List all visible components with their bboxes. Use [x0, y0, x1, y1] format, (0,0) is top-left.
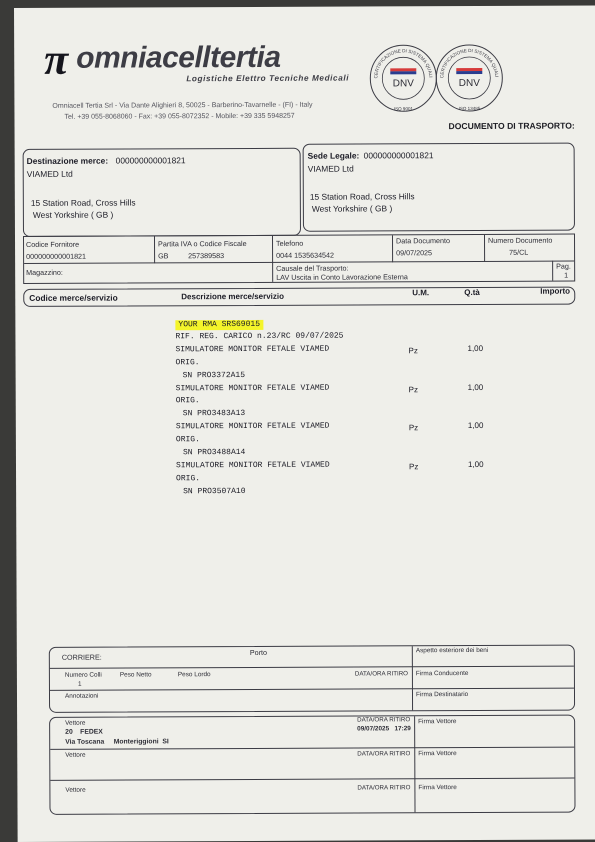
phone-value: 0044 1535634542	[276, 250, 335, 260]
carrier3-signature-label: Firma Vettore	[418, 784, 457, 792]
company-contacts: Tel. +39 055-8068060 - Fax: +39 055-8072352 - Mobile: +39 335 5948257	[64, 112, 295, 121]
col-description: Descrizione merce/servizio	[181, 291, 284, 302]
supplier-code-label: Codice Fornitore	[26, 239, 80, 249]
warehouse-label: Magazzino:	[26, 267, 63, 277]
destination-name: VIAMED Ltd	[26, 168, 73, 179]
seal-standard: ISO 9001	[393, 106, 413, 112]
item-line-description: RIF. REG. CARICO n.23/RC 09/07/2025	[175, 331, 344, 342]
carrier1-name: FEDEX	[80, 728, 103, 736]
item-line-qty: 1,00	[467, 459, 484, 470]
item-line-um: Pz	[408, 423, 419, 433]
seal-brand: DNV	[392, 78, 414, 90]
carrier3-pickup-label: DATA/ORA RITIRO	[357, 784, 411, 792]
item-line-description: SN PRO3488A14	[182, 447, 246, 458]
recipient-signature-label: Firma Destinatario	[415, 691, 469, 699]
carrier2-pickup-label: DATA/ORA RITIRO	[357, 750, 411, 758]
item-line-description: ORIG.	[175, 358, 200, 368]
item-line-description: ORIG.	[175, 435, 200, 445]
seal-brand: DNV	[458, 77, 480, 90]
document-date-label: Data Documento	[395, 236, 450, 246]
net-weight-label: Peso Netto	[119, 671, 152, 679]
item-line-qty: 1,00	[467, 382, 484, 393]
item-line-qty: 1,00	[467, 420, 484, 431]
item-line-um: Pz	[408, 385, 419, 395]
carrier2-label: Vettore	[65, 751, 86, 759]
carrier1-signature-label: Firma Vettore	[418, 718, 457, 726]
seal-ring-text: CERTIFICAZIONE DI SISTEMA QUALITA'	[373, 48, 434, 79]
legal-name: VIAMED Ltd	[307, 163, 354, 174]
packages-label: Numero Colli	[64, 671, 102, 679]
carrier1-address: Via Toscana Monteriggioni SI	[65, 738, 169, 746]
item-line-qty: 1,00	[467, 343, 484, 354]
carrier3-label: Vettore	[65, 786, 86, 794]
company-logo-text: omniacelltertia	[76, 40, 281, 75]
destination-code: 000000000001821	[115, 155, 186, 166]
appearance-label: Aspetto esteriore dei beni	[415, 646, 489, 655]
item-line-description: SIMULATORE MONITOR FETALE VIAMED	[175, 383, 330, 394]
item-line-um: Pz	[408, 346, 418, 356]
page-number: 1	[564, 270, 569, 280]
item-line-description: SIMULATORE MONITOR FETALE VIAMED	[175, 460, 330, 471]
carrier1-label: Vettore	[65, 719, 86, 727]
carrier-label: CORRIERE:	[61, 652, 102, 662]
destination-region: West Yorkshire ( GB )	[32, 209, 114, 220]
notes-label: Annotazioni	[64, 692, 99, 700]
document-number: 75/CL	[509, 247, 529, 257]
gross-weight-label: Peso Lordo	[177, 671, 211, 679]
carrier1-code: 20	[65, 728, 73, 736]
carriers-box	[49, 715, 575, 815]
legal-region: West Yorkshire ( GB )	[311, 203, 393, 214]
packages-count: 1	[77, 680, 82, 688]
legal-label: Sede Legale:	[307, 150, 360, 161]
item-line-description: SIMULATORE MONITOR FETALE VIAMED	[175, 344, 330, 355]
carrier2-signature-label: Firma Vettore	[418, 750, 457, 758]
document-title: DOCUMENTO DI TRASPORTO:	[448, 120, 575, 132]
item-line-description: SN PRO3372A15	[182, 370, 246, 381]
company-address: Omniacell Tertia Srl - Via Dante Alighieri 8, 50025 - Barberino-Tavarnelle - (FI) - Italy	[52, 101, 313, 110]
item-line-description: SN PRO3483A13	[182, 408, 246, 419]
vat-number: 257389583	[188, 251, 225, 261]
seal-standard: ISO 13485	[458, 105, 481, 112]
carrier1-pickup-label: DATA/ORA RITIRO	[357, 716, 411, 724]
col-qty: Q.tà	[464, 287, 480, 298]
vat-country: GB	[158, 251, 169, 261]
item-line-description: SN PRO3507A10	[183, 486, 246, 497]
item-line-description: SIMULATORE MONITOR FETALE VIAMED	[175, 421, 330, 432]
document-number-label: Numero Documento	[487, 235, 553, 245]
pickup-datetime-label: DATA/ORA RITIRO	[354, 670, 408, 678]
driver-signature-label: Firma Conducente	[415, 670, 469, 678]
shipping-details-box	[49, 645, 575, 713]
document-date: 09/07/2025	[396, 248, 433, 258]
destination-label: Destinazione merce:	[26, 155, 109, 166]
phone-label: Telefono	[276, 238, 304, 248]
carrier1-pickup-datetime: 09/07/2025 17:29	[357, 725, 411, 733]
transport-reason: LAV Uscita in Conto Lavorazione Esterna	[276, 272, 408, 282]
company-logo-subtitle: Logistiche Elettro Tecniche Medicali	[186, 73, 350, 84]
vat-label: Partita IVA o Codice Fiscale	[158, 238, 247, 249]
transport-reason-label: Causale del Trasporto:	[276, 263, 349, 273]
item-line-description: ORIG.	[176, 474, 201, 484]
item-line-description: ORIG.	[175, 396, 200, 406]
col-amount: Importo	[540, 286, 571, 296]
company-logo-symbol: π	[44, 34, 69, 84]
col-um: U.M.	[412, 288, 430, 298]
seal-ring-text: CERTIFICAZIONE DI SISTEMA QUALITA'	[439, 47, 500, 79]
supplier-code: 000000000001821	[26, 251, 87, 261]
legal-street: 15 Station Road, Cross Hills	[309, 191, 415, 202]
destination-street: 15 Station Road, Cross Hills	[30, 197, 136, 208]
transport-document-page	[14, 5, 595, 842]
item-line-um: Pz	[408, 462, 419, 472]
col-code: Codice merce/servizio	[29, 292, 118, 303]
page-label: Pag.	[556, 261, 571, 271]
item-line-description: YOUR RMA SRS69015	[175, 320, 263, 330]
port-label: Porto	[249, 647, 268, 657]
legal-code: 000000000001821	[363, 150, 434, 161]
